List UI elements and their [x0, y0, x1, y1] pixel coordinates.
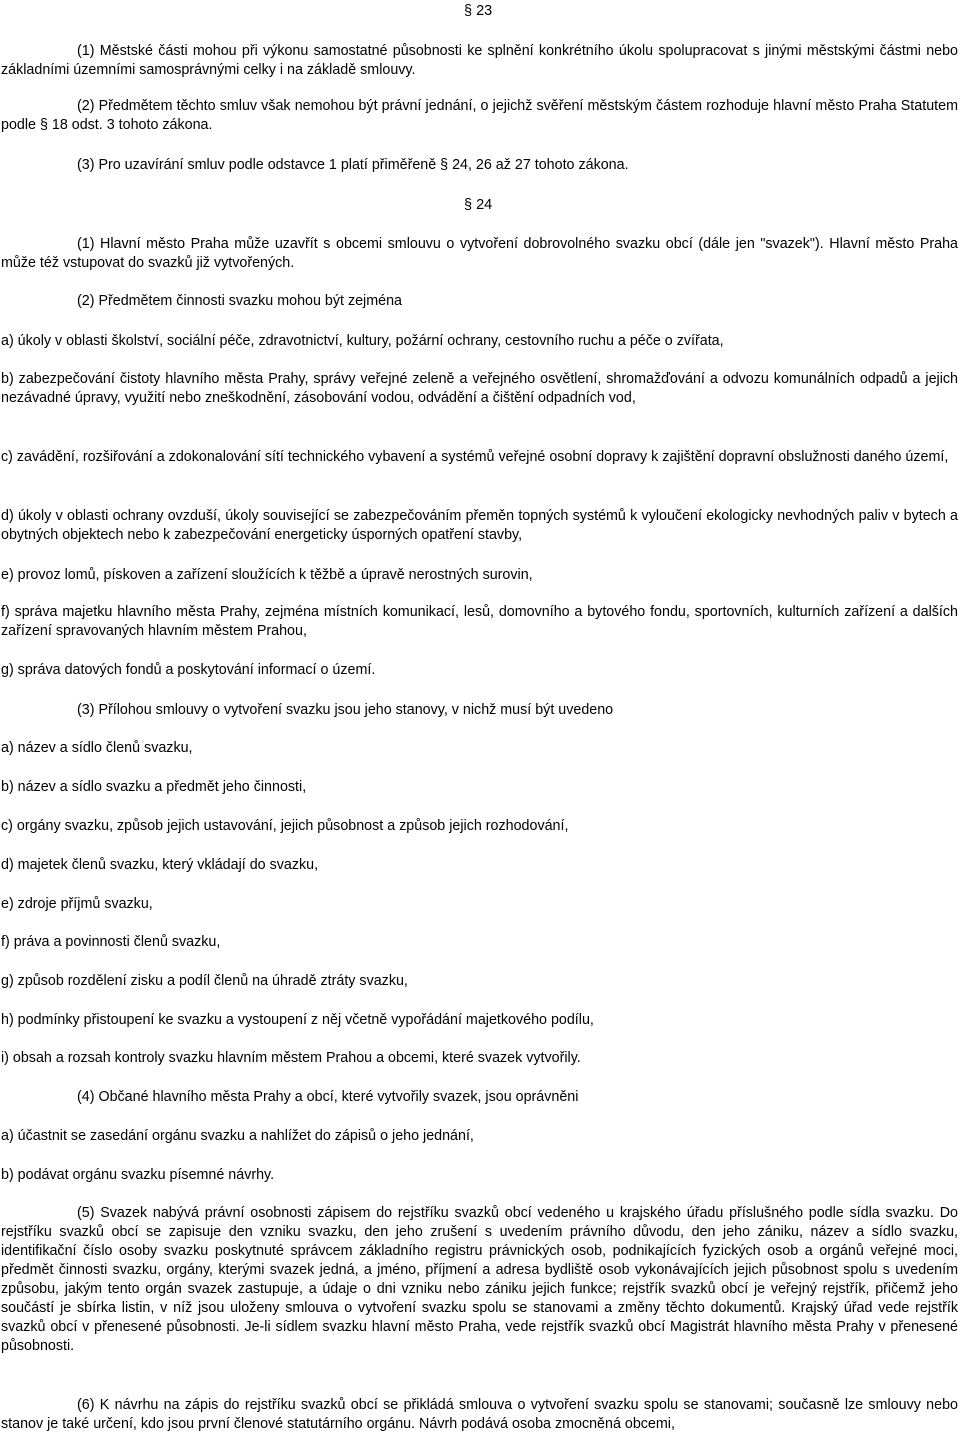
list-item-3f: f) práva a povinnosti členů svazku,: [1, 934, 221, 950]
paragraph-24-6: (6) K návrhu na zápis do rejstříku svazků obcí se přikládá smlouva o vytvoření svazku spolu se stanovami; současně lze smlouvy nebo stanov je také určení, kdo jsou první členové statutárního orgánu. Návrh podává osoba zmocněná obcemi,: [1, 1397, 958, 1432]
section-heading-24: § 24: [464, 197, 493, 213]
section-heading-23: § 23: [464, 3, 493, 19]
list-item-3c: c) orgány svazku, způsob jejich ustavování, jejich působnost a způsob jejich rozhodování,: [1, 818, 569, 834]
list-item-3h: h) podmínky přistoupení ke svazku a vystoupení z něj včetně vypořádání majetkového podílu,: [1, 1012, 594, 1028]
paragraph-24-1: (1) Hlavní město Praha může uzavřít s obcemi smlouvu o vytvoření dobrovolného svazku obcí (dále jen "svazek"). Hlavní město Praha může též vstupovat do svazků již vytvořených.: [1, 236, 958, 271]
list-item-2g: g) správa datových fondů a poskytování informací o území.: [1, 662, 376, 678]
list-item-4b: b) podávat orgánu svazku písemné návrhy.: [1, 1167, 275, 1183]
list-item-3b: b) název a sídlo svazku a předmět jeho činnosti,: [1, 779, 307, 795]
list-item-4a: a) účastnit se zasedání orgánu svazku a nahlížet do zápisů o jeho jednání,: [1, 1128, 474, 1144]
list-item-3e: e) zdroje příjmů svazku,: [1, 896, 153, 912]
list-item-2c: c) zavádění, rozšiřování a zdokonalování sítí technického vybavení a systémů veřejné osobní dopravy k zajištění dopravní obslužnosti daného území,: [1, 449, 949, 465]
paragraph-24-4-intro: (4) Občané hlavního města Prahy a obcí, které vytvořily svazek, jsou oprávněni: [77, 1089, 579, 1105]
list-item-2b: b) zabezpečování čistoty hlavního města Prahy, správy veřejné zeleně a veřejného osvětlení, shromažďování a odvozu komunálních odpadů a jejich nezávadné úpravy, využití nebo zneškodnění, zásobování vodou, odvádění a čištění odpadních vod,: [1, 371, 958, 406]
paragraph-23-3: (3) Pro uzavírání smluv podle odstavce 1 platí přiměřeně § 24, 26 až 27 tohoto zákona.: [77, 157, 629, 173]
paragraph-24-5: (5) Svazek nabývá právní osobnosti zápisem do rejstříku svazků obcí vedeného u krajského úřadu příslušného podle sídla svazku. Do rejstříku svazků obcí se zapisuje den vzniku svazku, den jeho zrušení s uvedením právního důvodu, den jeho zániku, název a sídlo svazku, identifikační číslo osoby svazku poskytnuté správcem základního registru právnických osob, podnikajících fyzických osob a orgánů veřejné moci, předmět činnosti svazku, orgány, kterými svazek jedná, a jméno, příjmení a adresa bydliště osob vykonávajících jejich působnost spolu s uvedením způsobu, jakým tento orgán svazek zastupuje, a údaje o dni vzniku nebo zániku jejich funkce; rejstřík svazků obcí je veřejný rejstřík, přičemž jeho součástí je sbírka listin, v níž jsou uloženy smlouva o vytvoření svazku spolu se stanovami a změny těchto dokumentů. Krajský úřad vede rejstřík svazků obcí v přenesené působnosti. Je-li sídlem svazku hlavní město Praha, vede rejstřík svazků obcí Magistrát hlavního města Prahy v přenesené působnosti.: [1, 1205, 958, 1354]
list-item-3g: g) způsob rozdělení zisku a podíl členů na úhradě ztráty svazku,: [1, 973, 408, 989]
list-item-2e: e) provoz lomů, pískoven a zařízení sloužících k těžbě a úpravě nerostných surovin,: [1, 567, 533, 583]
list-item-2d: d) úkoly v oblasti ochrany ovzduší, úkoly související se zabezpečováním přeměn topných systémů k vyloučení ekologicky nevhodných paliv v bytech a obytných objektech nebo k zabezpečování energeticky úsporných opatření stavby,: [1, 508, 958, 543]
list-item-2a: a) úkoly v oblasti školství, sociální péče, zdravotnictví, kultury, požární ochrany, cestovního ruchu a péče o zvířata,: [1, 333, 724, 349]
paragraph-23-2: (2) Předmětem těchto smluv však nemohou být právní jednání, o jejichž svěření městským částem rozhoduje hlavní město Praha Statutem podle § 18 odst. 3 tohoto zákona.: [1, 98, 958, 133]
list-item-3a: a) název a sídlo členů svazku,: [1, 740, 193, 756]
list-item-3i: i) obsah a rozsah kontroly svazku hlavním městem Prahou a obcemi, které svazek vytvořily.: [1, 1050, 581, 1066]
paragraph-24-2-intro: (2) Předmětem činnosti svazku mohou být zejména: [77, 293, 402, 309]
list-item-3d: d) majetek členů svazku, který vkládají do svazku,: [1, 857, 319, 873]
list-item-2f: f) správa majetku hlavního města Prahy, zejména místních komunikací, lesů, domovního a bytového fondu, sportovních, kulturních zařízení a dalších zařízení spravovaných hlavním městem Prahou,: [1, 604, 958, 639]
paragraph-24-3-intro: (3) Přílohou smlouvy o vytvoření svazku jsou jeho stanovy, v nichž musí být uvedeno: [77, 702, 614, 718]
paragraph-23-1: (1) Městské části mohou při výkonu samostatné působnosti ke splnění konkrétního úkolu spolupracovat s jinými městskými částmi nebo základními územními samosprávnými celky i na základě smlouvy.: [1, 43, 958, 78]
